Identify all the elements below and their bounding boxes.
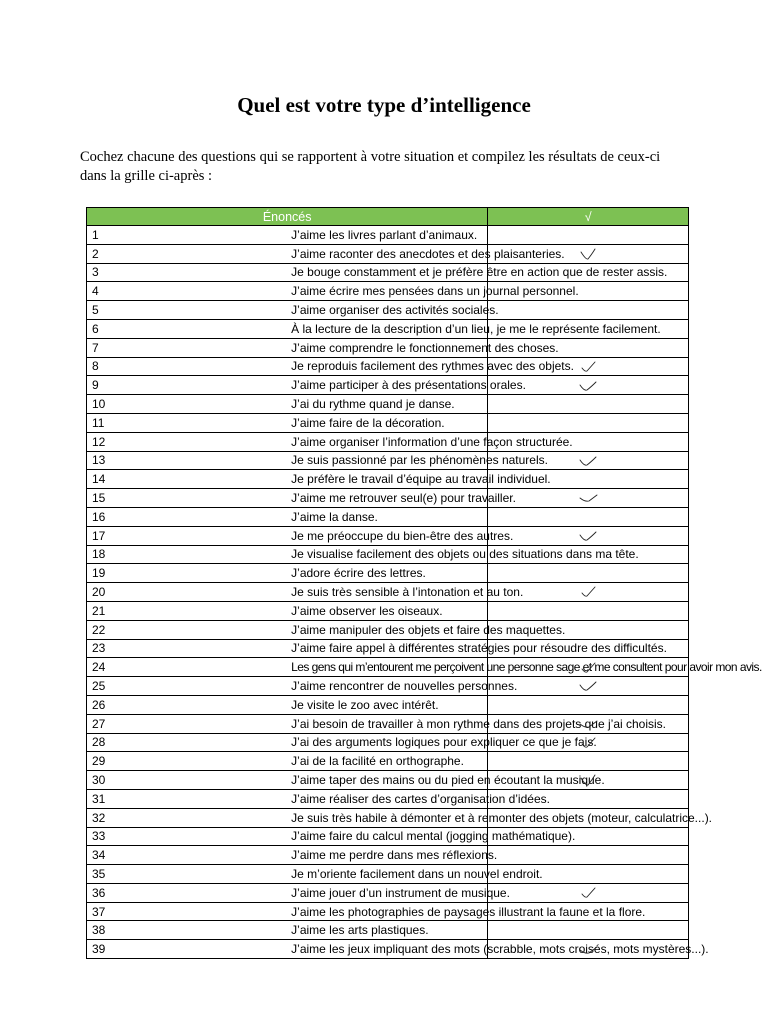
handwritten-checkmark-icon [577,661,599,675]
page-title: Quel est votre type d’intelligence [237,93,531,117]
table-row [87,695,689,714]
row-number: 5 [87,301,288,320]
statement-text: J’ai besoin de travailler à mon rythme dans des projets que j’ai choisis. [287,714,488,733]
statement-text: J’aime écrire mes pensées dans un journal personnel. [287,282,488,301]
handwritten-checkmark-icon [577,886,599,900]
row-number: 8 [87,357,288,376]
check-cell[interactable] [488,846,689,865]
row-number: 3 [87,263,288,282]
table-row [87,226,689,245]
statement-text: J’aime la danse. [287,507,488,526]
row-number: 15 [87,489,288,508]
row-number: 36 [87,883,288,902]
row-number: 2 [87,244,288,263]
statement-text: J’aime participer à des présentations orales. [287,376,488,395]
statement-text: J’aime me perdre dans mes réflexions. [287,846,488,865]
handwritten-checkmark-icon [577,773,599,787]
check-cell[interactable] [488,752,689,771]
table-row [87,827,689,846]
statement-text: À la lecture de la description d’un lieu, je me le représente facilement. [287,319,488,338]
table-row [87,733,689,752]
table-row [87,940,689,959]
statement-text: J’aime faire de la décoration. [287,413,488,432]
row-number: 35 [87,865,288,884]
header-statements: Énoncés [87,208,488,226]
table-row [87,244,689,263]
table-header-row [87,208,689,226]
handwritten-checkmark-icon [577,529,599,543]
statement-text: Je me préoccupe du bien-être des autres. [287,526,488,545]
instructions-text: Cochez chacune des questions qui se rapportent à votre situation et compilez les résultats de ceux-ci dans la grille ci-après : [80,149,661,184]
check-cell[interactable] [488,395,689,414]
statement-text: J’aime organiser l’information d’une façon structurée. [287,432,488,451]
statement-text: J’aime taper des mains ou du pied en écoutant la musique. [287,771,488,790]
statement-text: Je m’oriente facilement dans un nouvel endroit. [287,865,488,884]
row-number: 33 [87,827,288,846]
statement-text: J’aime les jeux impliquant des mots (scrabble, mots croisés, mots mystères...). [287,940,488,959]
table-row [87,902,689,921]
row-number: 11 [87,413,288,432]
header-check: √ [488,208,689,226]
statement-text: J’adore écrire des lettres. [287,564,488,583]
statement-text: Je visite le zoo avec intérêt. [287,695,488,714]
statement-text: Les gens qui m’entourent me perçoivent une personne sage et me consultent pour avoir mon avis. [287,658,488,677]
table-row [87,865,689,884]
check-cell[interactable] [488,226,689,245]
table-row [87,526,689,545]
row-number: 9 [87,376,288,395]
check-cell[interactable] [488,883,689,902]
handwritten-checkmark-icon [577,679,599,693]
statement-text: J’ai des arguments logiques pour expliquer ce que je fais. [287,733,488,752]
check-cell[interactable] [488,301,689,320]
row-number: 12 [87,432,288,451]
check-cell[interactable] [488,695,689,714]
table-row [87,789,689,808]
row-number: 21 [87,601,288,620]
row-number: 22 [87,620,288,639]
row-number: 24 [87,658,288,677]
handwritten-checkmark-icon [577,943,599,957]
row-number: 38 [87,921,288,940]
table-row [87,564,689,583]
row-number: 34 [87,846,288,865]
handwritten-checkmark-icon [577,736,599,750]
table-row [87,921,689,940]
table-header [87,208,689,226]
table-row [87,658,689,677]
row-number: 37 [87,902,288,921]
statement-text: J’aime les photographies de paysages illustrant la faune et la flore. [287,902,488,921]
row-number: 17 [87,526,288,545]
table-row [87,319,689,338]
row-number: 10 [87,395,288,414]
statement-text: Je reproduis facilement des rythmes avec des objets. [287,357,488,376]
row-number: 4 [87,282,288,301]
statement-text: J’aime comprendre le fonctionnement des choses. [287,338,488,357]
check-cell[interactable] [488,413,689,432]
row-number: 39 [87,940,288,959]
table-body [87,226,762,959]
handwritten-checkmark-icon [577,454,599,468]
table-row [87,846,689,865]
table-row [87,714,689,733]
row-number: 31 [87,789,288,808]
row-number: 29 [87,752,288,771]
table-row [87,601,689,620]
statement-text: Je préfère le travail d’équipe au travail individuel. [287,470,488,489]
statement-text: J’aime réaliser des cartes d’organisation d’idées. [287,789,488,808]
statement-text: Je suis très sensible à l’intonation et au ton. [287,583,488,602]
statement-text: J’aime me retrouver seul(e) pour travailler. [287,489,488,508]
table-row [87,338,689,357]
statement-text: J’aime jouer d’un instrument de musique. [287,883,488,902]
statement-text: J’aime faire du calcul mental (jogging mathématique). [287,827,488,846]
table-row [87,752,689,771]
table-row [87,771,689,790]
statement-text: J’aime rencontrer de nouvelles personnes. [287,677,488,696]
table-row [87,620,689,639]
table-row [87,395,689,414]
check-cell[interactable] [488,489,689,508]
handwritten-checkmark-icon [577,717,599,731]
statement-text: J’aime faire appel à différentes stratégies pour résoudre des difficultés. [287,639,488,658]
handwritten-checkmark-icon [577,491,599,505]
statement-text: J’aime raconter des anecdotes et des plaisanteries. [287,244,488,263]
row-number: 13 [87,451,288,470]
statement-text: Je visualise facilement des objets ou des situations dans ma tête. [287,545,488,564]
statement-text: J’aime les arts plastiques. [287,921,488,940]
statement-text: J’aime organiser des activités sociales. [287,301,488,320]
table-row [87,677,689,696]
row-number: 25 [87,677,288,696]
table-row [87,639,689,658]
statement-text: Je suis très habile à démonter et à remonter des objets (moteur, calculatrice...). [287,808,488,827]
table-row [87,507,689,526]
check-cell[interactable] [488,564,689,583]
handwritten-checkmark-icon [577,379,599,393]
row-number: 1 [87,226,288,245]
statement-text: J’aime observer les oiseaux. [287,601,488,620]
statement-text: Je bouge constamment et je préfère être en action que de rester assis. [287,263,488,282]
table-row [87,883,689,902]
check-cell[interactable] [488,921,689,940]
row-number: 30 [87,771,288,790]
check-cell[interactable] [488,677,689,696]
handwritten-checkmark-icon [577,247,599,261]
table-row [87,301,689,320]
row-number: 32 [87,808,288,827]
check-cell[interactable] [488,507,689,526]
table-row [87,808,689,827]
table-row [87,432,689,451]
intelligence-questionnaire-table [86,207,762,959]
row-number: 7 [87,338,288,357]
row-number: 20 [87,583,288,602]
table-row [87,413,689,432]
table-row [87,357,689,376]
table-row [87,470,689,489]
statement-text: J’ai du rythme quand je danse. [287,395,488,414]
row-number: 16 [87,507,288,526]
table-row [87,282,689,301]
check-cell[interactable] [488,526,689,545]
table-row [87,583,689,602]
check-cell[interactable] [488,601,689,620]
table-row [87,263,689,282]
statement-text: J’aime les livres parlant d’animaux. [287,226,488,245]
table-row [87,376,689,395]
row-number: 6 [87,319,288,338]
row-number: 19 [87,564,288,583]
statement-text: Je suis passionné par les phénomènes naturels. [287,451,488,470]
statement-text: J’aime manipuler des objets et faire des maquettes. [287,620,488,639]
row-number: 28 [87,733,288,752]
table-row [87,451,689,470]
handwritten-checkmark-icon [577,585,599,599]
row-number: 14 [87,470,288,489]
table-row [87,545,689,564]
row-number: 26 [87,695,288,714]
row-number: 27 [87,714,288,733]
row-number: 18 [87,545,288,564]
table-row [87,489,689,508]
statement-text: J’ai de la facilité en orthographe. [287,752,488,771]
handwritten-checkmark-icon [577,360,599,374]
row-number: 23 [87,639,288,658]
